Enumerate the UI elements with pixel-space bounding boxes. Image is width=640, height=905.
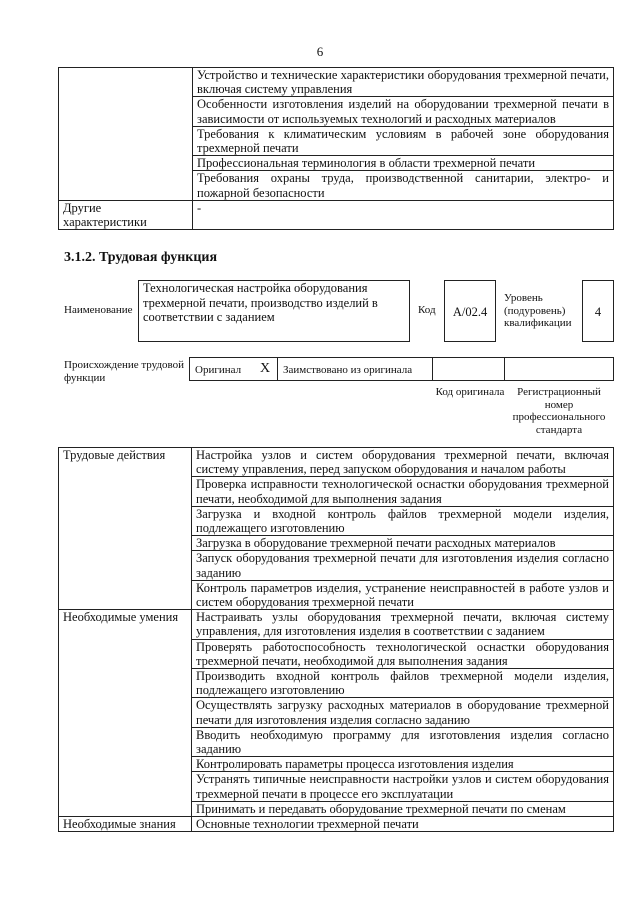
table-cell: Настройка узлов и систем оборудования трехмерной печати, включая систему управления, перед запуском оборудования и началом работы <box>192 448 614 477</box>
code-label: Код <box>418 304 436 316</box>
borrowed-label: Заимствовано из оригинала <box>283 364 413 376</box>
original-mark: X <box>260 361 271 376</box>
divider <box>277 357 278 381</box>
empty-label-cell <box>59 68 193 201</box>
section-heading: 3.1.2. Трудовая функция <box>64 250 218 265</box>
table-cell: Осуществлять загрузку расходных материалов в оборудование трехмерной печати для изготовления изделия согласно заданию <box>192 698 614 727</box>
level-value: 4 <box>582 280 614 342</box>
other-characteristics-value: - <box>193 200 614 229</box>
section-label: Необходимые умения <box>59 610 192 817</box>
knowledge-table-continued <box>58 67 614 230</box>
table-cell: Проверка исправности технологической оснастки оборудования трехмерной печати, необходимой для выполнения задания <box>192 477 614 506</box>
table-cell: Устранять типичные неисправности настройки узлов и систем оборудования трехмерной печати в процессе его эксплуатации <box>192 772 614 801</box>
page-number: 6 <box>316 44 324 59</box>
table-cell: Основные технологии трехмерной печати <box>192 817 614 832</box>
other-characteristics-label: Другие характеристики <box>59 200 193 229</box>
function-name: Технологическая настройка оборудования трехмерной печати, производство изделий в соответствии с заданием <box>138 280 410 342</box>
code-origin-caption: Код оригинала <box>435 386 505 398</box>
table-cell: Загрузка в оборудование трехмерной печати расходных материалов <box>192 536 614 551</box>
name-label: Наименование <box>64 304 133 316</box>
table-cell: Требования охраны труда, производственной санитарии, электро- и пожарной безопасности <box>193 171 614 200</box>
table-cell: Контролировать параметры процесса изготовления изделия <box>192 757 614 772</box>
labor-function-table <box>58 447 614 832</box>
origin-label: Происхождение трудовой функции <box>64 359 185 384</box>
section-label: Необходимые знания <box>59 817 192 832</box>
table-cell: Принимать и передавать оборудование трехмерной печати по сменам <box>192 801 614 816</box>
table-cell: Требования к климатическим условиям в рабочей зоне оборудования трехмерной печати <box>193 126 614 155</box>
divider <box>432 357 433 381</box>
table-cell: Производить входной контроль файлов трехмерной модели изделия, подлежащего изготовлению <box>192 669 614 698</box>
divider <box>504 357 505 381</box>
table-cell: Контроль параметров изделия, устранение неисправностей в работе узлов и систем оборудования трехмерной печати <box>192 580 614 609</box>
registration-caption: Регистрационный номер профессионального стандарта <box>512 386 606 436</box>
function-code: A/02.4 <box>444 280 496 342</box>
original-label: Оригинал <box>195 364 242 376</box>
section-label: Трудовые действия <box>59 448 192 610</box>
table-cell: Особенности изготовления изделий на оборудовании трехмерной печати в зависимости от используемых технологий и расходных материалов <box>193 97 614 126</box>
table-cell: Настраивать узлы оборудования трехмерной печати, включая систему управления, для изготовления изделия в соответствии с заданием <box>192 610 614 639</box>
level-label: Уровень (подуровень) квалификации <box>504 292 572 329</box>
table-cell: Вводить необходимую программу для изготовления изделия согласно заданию <box>192 727 614 756</box>
table-cell: Устройство и технические характеристики оборудования трехмерной печати, включая систему управления <box>193 68 614 97</box>
table-cell: Проверять работоспособность технологической оснастки оборудования трехмерной печати, необходимой для выполнения задания <box>192 639 614 668</box>
table-cell: Профессиональная терминология в области трехмерной печати <box>193 156 614 171</box>
origin-box <box>189 357 614 381</box>
table-cell: Запуск оборудования трехмерной печати для изготовления изделия согласно заданию <box>192 551 614 580</box>
table-cell: Загрузка и входной контроль файлов трехмерной модели изделия, подлежащего изготовлению <box>192 506 614 535</box>
